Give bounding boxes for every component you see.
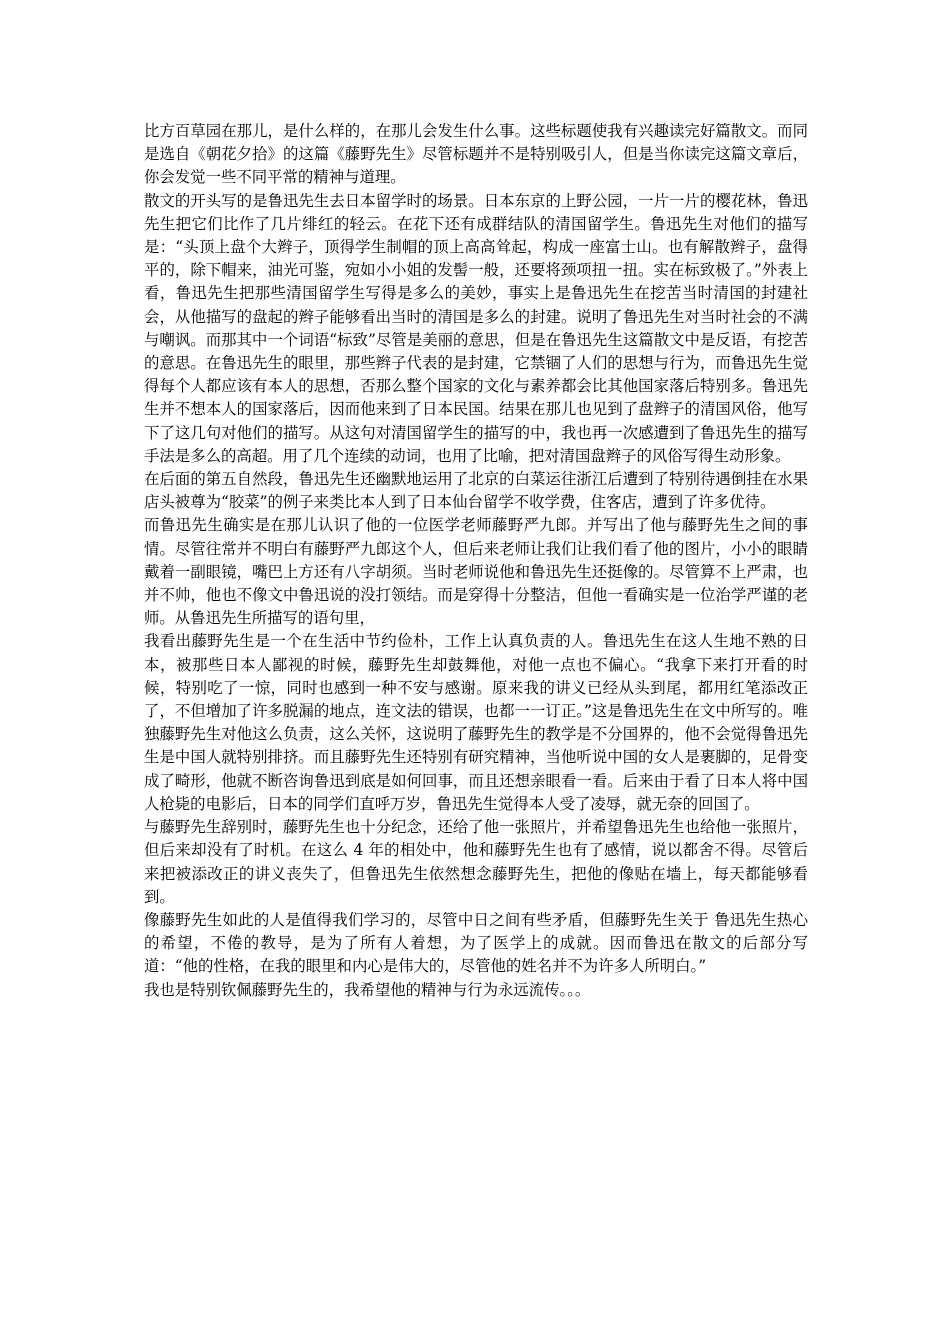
paragraph-cabbage-analogy: 在后面的第五自然段，鲁迅先生还幽默地运用了北京的白菜运往浙江后遭到了特别待遇倒挂在水果店头被尊为“胶菜”的例子来类比本人到了日本仙台留学不收学费，住客店，遭到了许多优待。 [144, 470, 808, 512]
paragraph-conclusion: 我也是特别钦佩藤野先生的，我希望他的精神与行为永远流传。。。 [144, 980, 591, 999]
document-body [144, 120, 808, 1002]
paragraph-fujino-character: 我看出藤野先生是一个在生活中节约俭朴，工作上认真负责的人。鲁迅先生在这人生地不熟的日本，被那些日本人鄙视的时候，藤野先生却鼓舞他，对他一点也不偏心。“我拿下来打开看的时候，特别吃了一惊，同时也感到一种不安与感谢。原来我的讲义已经从头到尾，都用红笔添改正了，不但增加了许多脱漏的地点，连文法的错误，也都一一订正。”这是鲁迅先生在文中所写的。唯独藤野先生对他这么负责，这么关怀，这说明了藤野先生的教学是不分国界的，他不会觉得鲁迅先生是中国人就特别排挤。而且藤野先生还特别有研究精神，当他听说中国的女人是裹脚的，足骨变成了畸形，他就不断咨询鲁迅到底是如何回事，而且还想亲眼看一看。后来由于看了日本人将中国人枪毙的电影后，日本的同学们直呼万岁，鲁迅先生觉得本人受了凌辱，就无奈的回国了。 [144, 632, 808, 813]
paragraph-farewell: 与藤野先生辞别时，藤野先生也十分纪念，还给了他一张照片，并希望鲁迅先生也给他一张照片，但后来却没有了时机。在这么 4 年的相处中，他和藤野先生也有了感情，说以都舍不得。尽管后来把被添改正的讲义丧失了，但鲁迅先生依然想念藤野先生，把他的像贴在墙上，每天都能够看到。 [144, 818, 808, 906]
paragraph-meeting-fujino: 而鲁迅先生确实是在那儿认识了他的一位医学老师藤野严九郎。并写出了他与藤野先生之间的事情。尽管往常并不明白有藤野严九郎这个人，但后来老师让我们让我们看了他的图片，小小的眼睛戴着一副眼镜，嘴巴上方还有八字胡须。当时老师说他和鲁迅先生还挺像的。尽管算不上严肃，也并不帅，他也不像文中鲁迅说的没打领结。而是穿得十分整洁，但他一看确实是一位治学严谨的老师。从鲁迅先生所描写的语句里， [144, 516, 808, 628]
paragraph-intro: 比方百草园在那儿，是什么样的，在那儿会发生什么事。这些标题使我有兴趣读完好篇散文。而同是选自《朝花夕拾》的这篇《藤野先生》尽管标题并不是特别吸引人，但是当你读完这篇文章后，你会发觉一些不同平常的精神与道理。 [144, 122, 808, 187]
paragraph-opening-scene: 散文的开头写的是鲁迅先生去日本留学时的场景。日本东京的上野公园，一片一片的樱花林，鲁迅先生把它们比作了几片绯红的轻云。在花下还有成群结队的清国留学生。鲁迅先生对他们的描写是：“头顶上盘个大辫子，顶得学生制帽的顶上高高耸起，构成一座富士山。也有解散辫子，盘得平的，除下帽来，油光可鉴，宛如小小姐的发髻一般，还要将颈项扭一扭。实在标致极了。”外表上看，鲁迅先生把那些清国留学生写得是多么的美妙，事实上是鲁迅先生在挖苦当时清国的封建社会，从他描写的盘起的辫子能够看出当时的清国是多么的封建。说明了鲁迅先生对当时社会的不满与嘲讽。而那其中一个词语“标致”尽管是美丽的意思，但是在鲁迅先生这篇散文中是反语，有挖苦的意思。在鲁迅先生的眼里，那些辫子代表的是封建，它禁锢了人们的思想与行为，而鲁迅先生觉得每个人都应该有本人的思想，否那么整个国家的文化与素养都会比其他国家落后特别多。鲁迅先生并不想本人的国家落后，因而他来到了日本民国。结果在那儿也见到了盘辫子的清国风俗，他写下了这几句对他们的描写。从这句对清国留学生的描写的中，我也再一次感遭到了鲁迅先生的描写手法是多么的高超。用了几个连续的动词，也用了比喻，把对清国盘辫子的风俗写得生动形象。 [144, 191, 808, 465]
paragraph-worth-learning: 像藤野先生如此的人是值得我们学习的，尽管中日之间有些矛盾，但藤野先生关于 鲁迅先生热心的希望，不倦的教导，是为了所有人着想，为了医学上的成就。因而鲁迅在散文的后部分写道：“他的性格，在我的眼里和内心是伟大的，尽管他的姓名并不为许多人所明白。” [144, 910, 808, 976]
